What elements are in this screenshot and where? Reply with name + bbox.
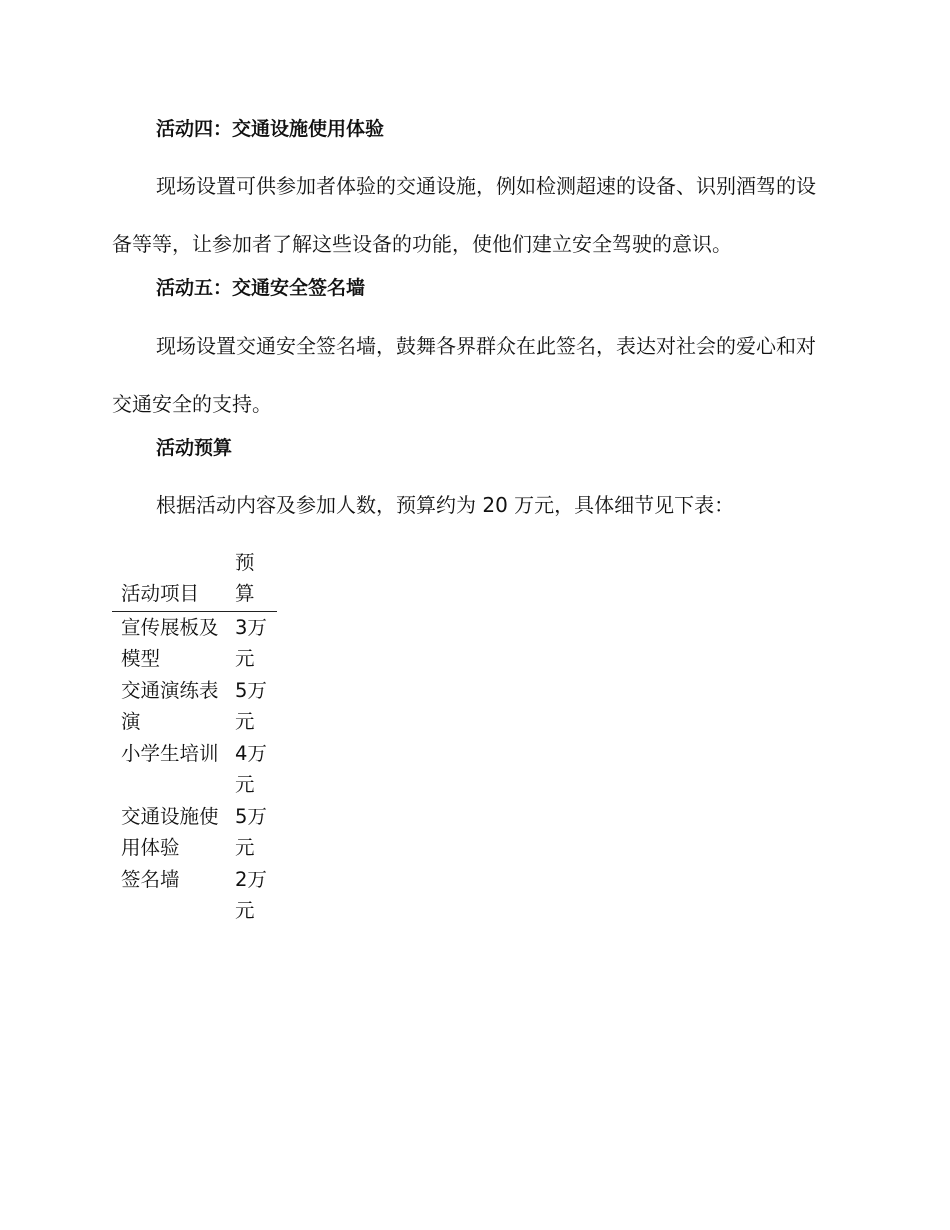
table-cell-item: 小学生培训: [121, 742, 219, 765]
table-row: [112, 801, 277, 864]
table-header-item: 活动项目: [112, 548, 226, 612]
table-header-row: [112, 548, 277, 612]
section-heading-activity-5: 活动五：交通安全签名墙: [156, 277, 366, 299]
table-cell-budget: 5万元: [235, 805, 267, 859]
table-cell-item: 交通设施使用体验: [121, 805, 219, 859]
table-cell-budget: 2万元: [235, 868, 267, 922]
budget-table: [112, 548, 277, 927]
section-body-budget: 根据活动内容及参加人数，预算约为 20 万元，具体细节见下表：: [156, 493, 735, 517]
table-cell-budget: 5万元: [235, 679, 267, 733]
table-row: [112, 612, 277, 676]
table-header-budget: 预算: [226, 548, 277, 612]
section-body-activity-4: 现场设置可供参加者体验的交通设施，例如检测超速的设备、识别酒驾的设备等等，让参加者了解这些设备的功能，使他们建立安全驾驶的意识。: [112, 174, 816, 256]
table-cell-item: 交通演练表演: [121, 679, 219, 733]
table-cell-budget: 3万元: [235, 616, 267, 670]
section-body-activity-5: 现场设置交通安全签名墙，鼓舞各界群众在此签名，表达对社会的爱心和对交通安全的支持。: [112, 334, 816, 416]
table-row: [112, 675, 277, 738]
table-cell-item: 宣传展板及模型: [121, 616, 219, 670]
table-cell-item: 签名墙: [121, 868, 180, 891]
section-heading-budget: 活动预算: [156, 437, 233, 459]
table-row: [112, 738, 277, 801]
section-heading-activity-4: 活动四：交通设施使用体验: [156, 118, 385, 140]
table-row: [112, 864, 277, 927]
table-cell-budget: 4万元: [235, 742, 267, 796]
